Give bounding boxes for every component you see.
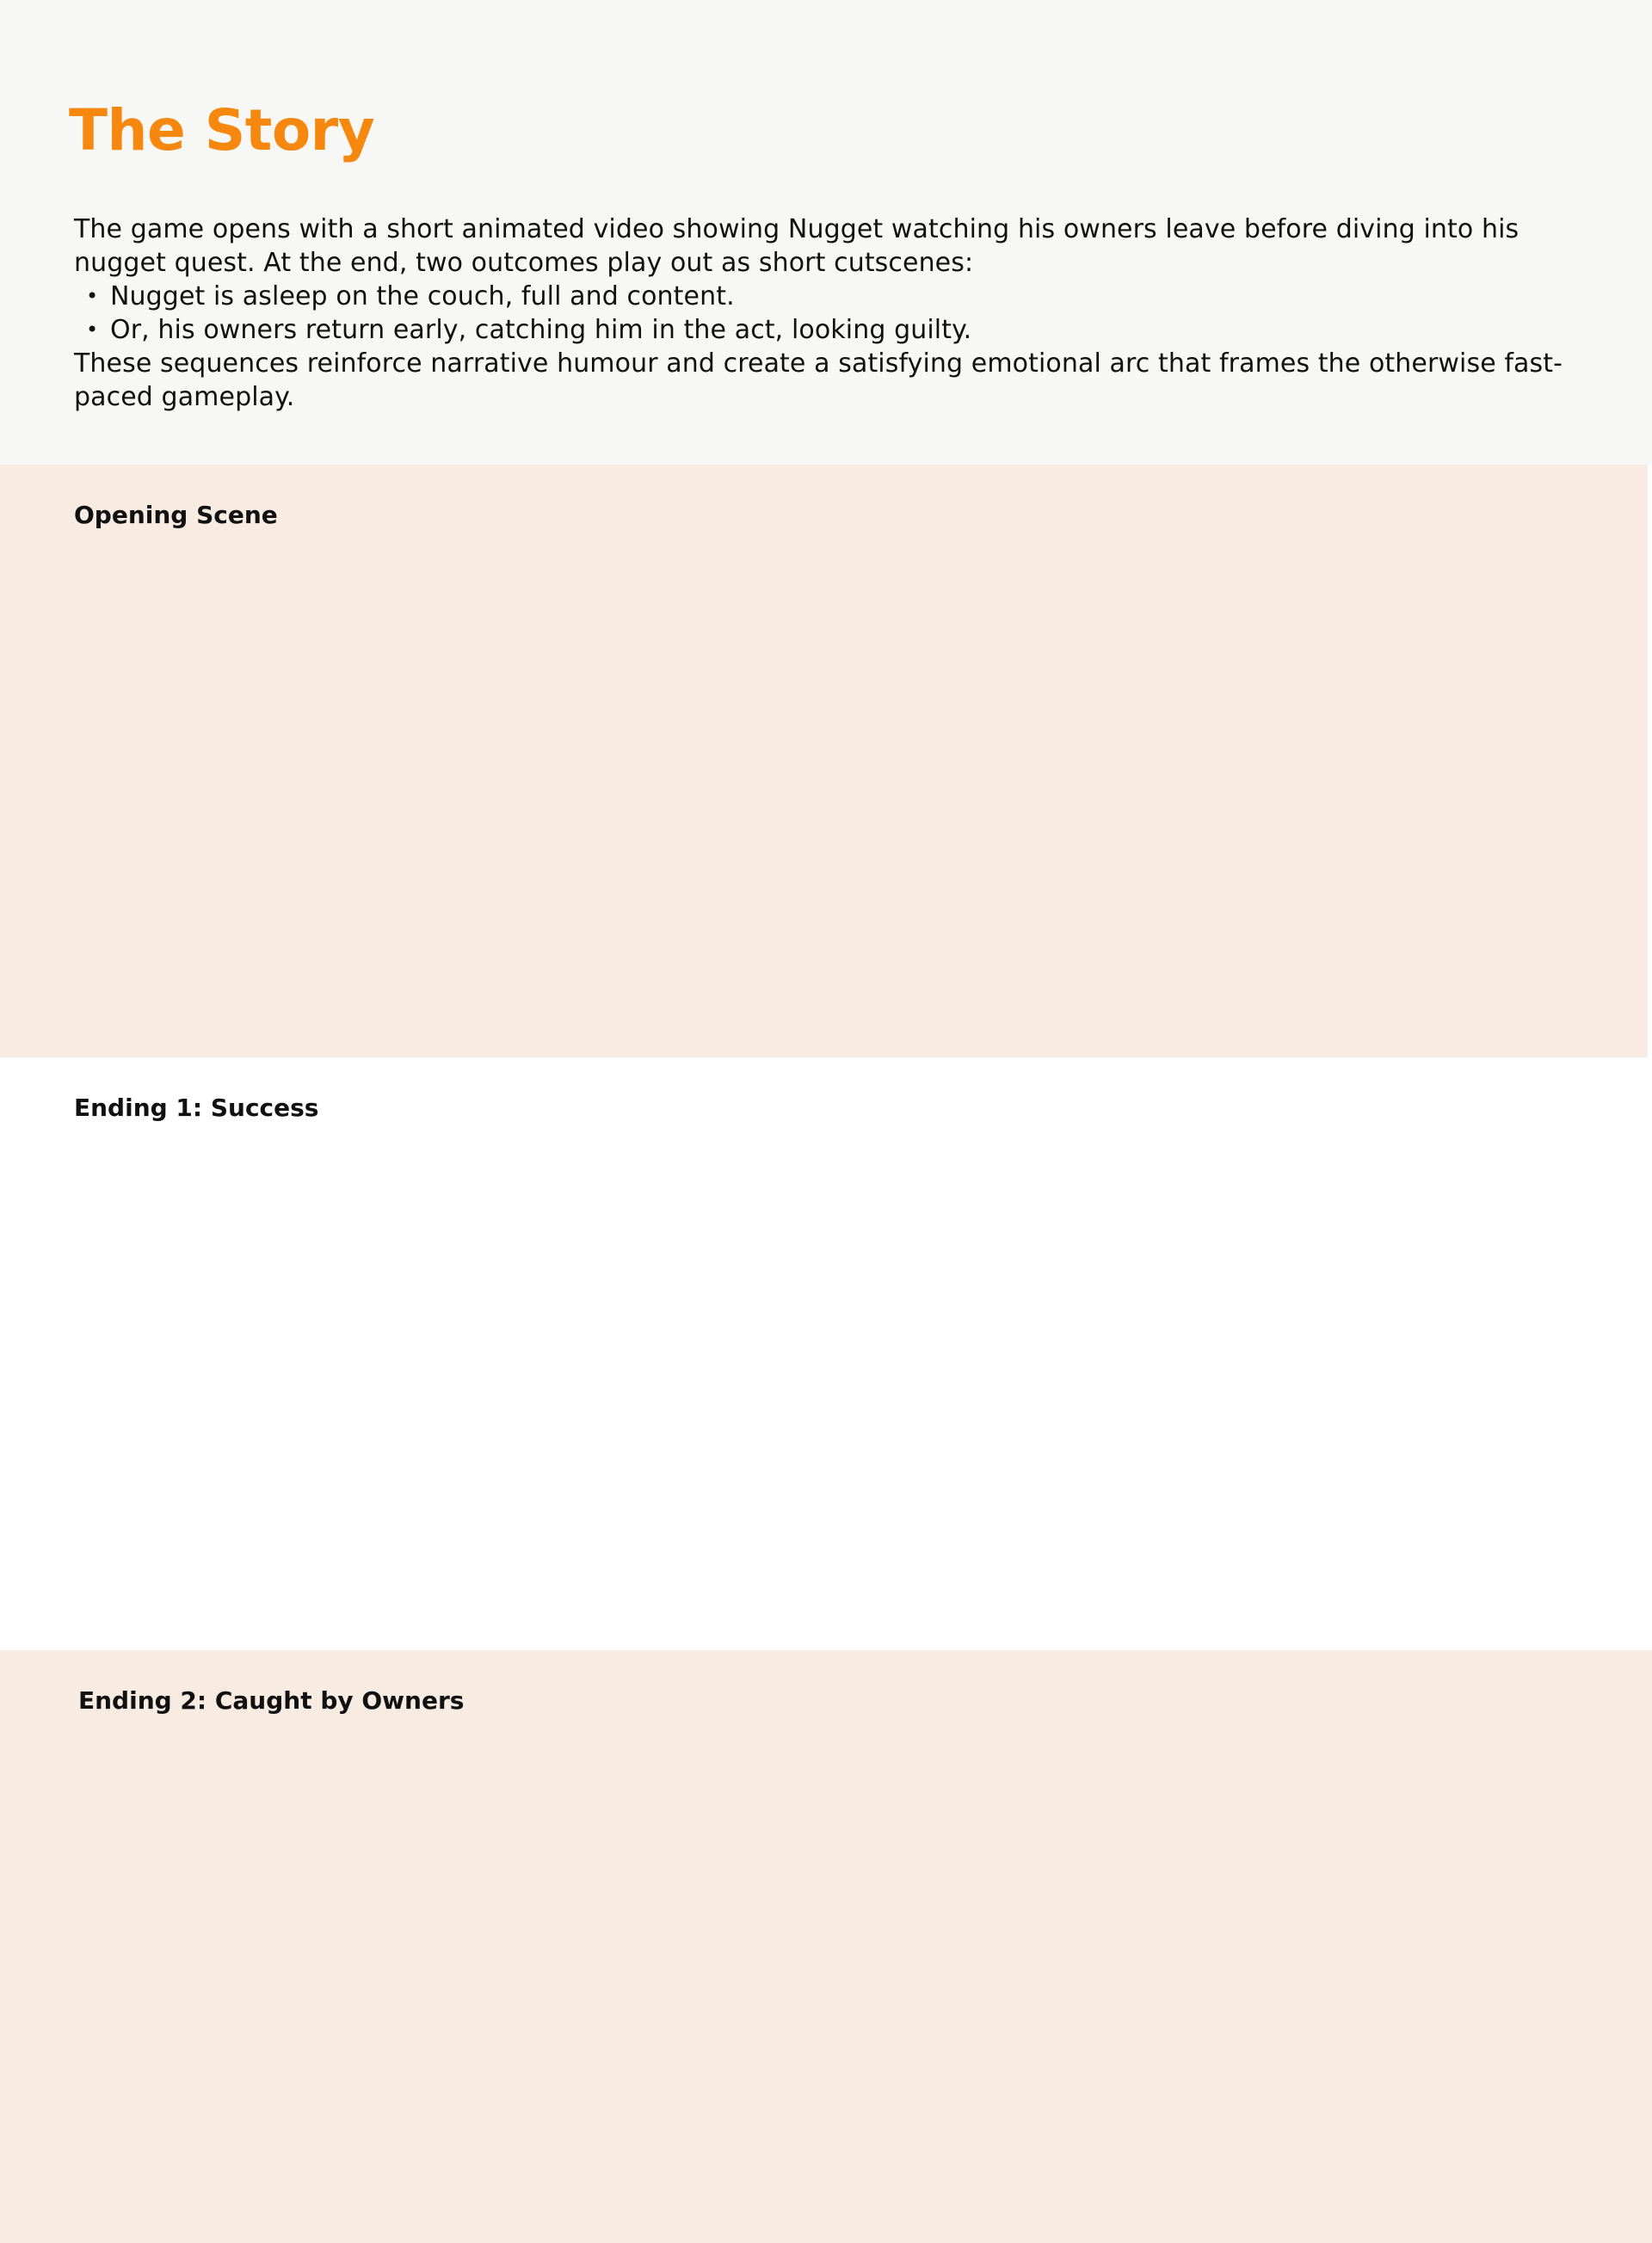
ending-success-section (0, 1057, 1648, 1650)
list-item: • Or, his owners return early, catching him in the act, looking guilty. (86, 315, 972, 345)
opening-scene-section (0, 465, 1648, 1057)
closing-paragraph: These sequences reinforce narrative humour and create a satisfying emotional arc that frames the otherwise fast-paced gameplay. (74, 348, 1563, 412)
story-intro-section (0, 0, 1652, 465)
ending-success-video-area (74, 1135, 1571, 1617)
ending-caught-section (0, 1650, 1652, 2243)
story-description (74, 213, 1571, 414)
ending-caught-video-area (74, 1728, 1571, 2209)
bullet-icon: • (86, 284, 99, 308)
page-title: The Story (69, 97, 375, 163)
section-title: Ending 2: Caught by Owners (78, 1686, 465, 1715)
outcome-list (74, 280, 1571, 347)
section-title: Opening Scene (74, 501, 278, 529)
opening-scene-video-area (74, 542, 1571, 1024)
section-title: Ending 1: Success (74, 1094, 319, 1122)
list-item: • Nugget is asleep on the couch, full and content. (86, 281, 735, 311)
intro-paragraph: The game opens with a short animated video showing Nugget watching his owners leave before diving into his nugget quest. At the end, two outcomes play out as short cutscenes: (74, 214, 1519, 278)
bullet-icon: • (86, 317, 99, 342)
